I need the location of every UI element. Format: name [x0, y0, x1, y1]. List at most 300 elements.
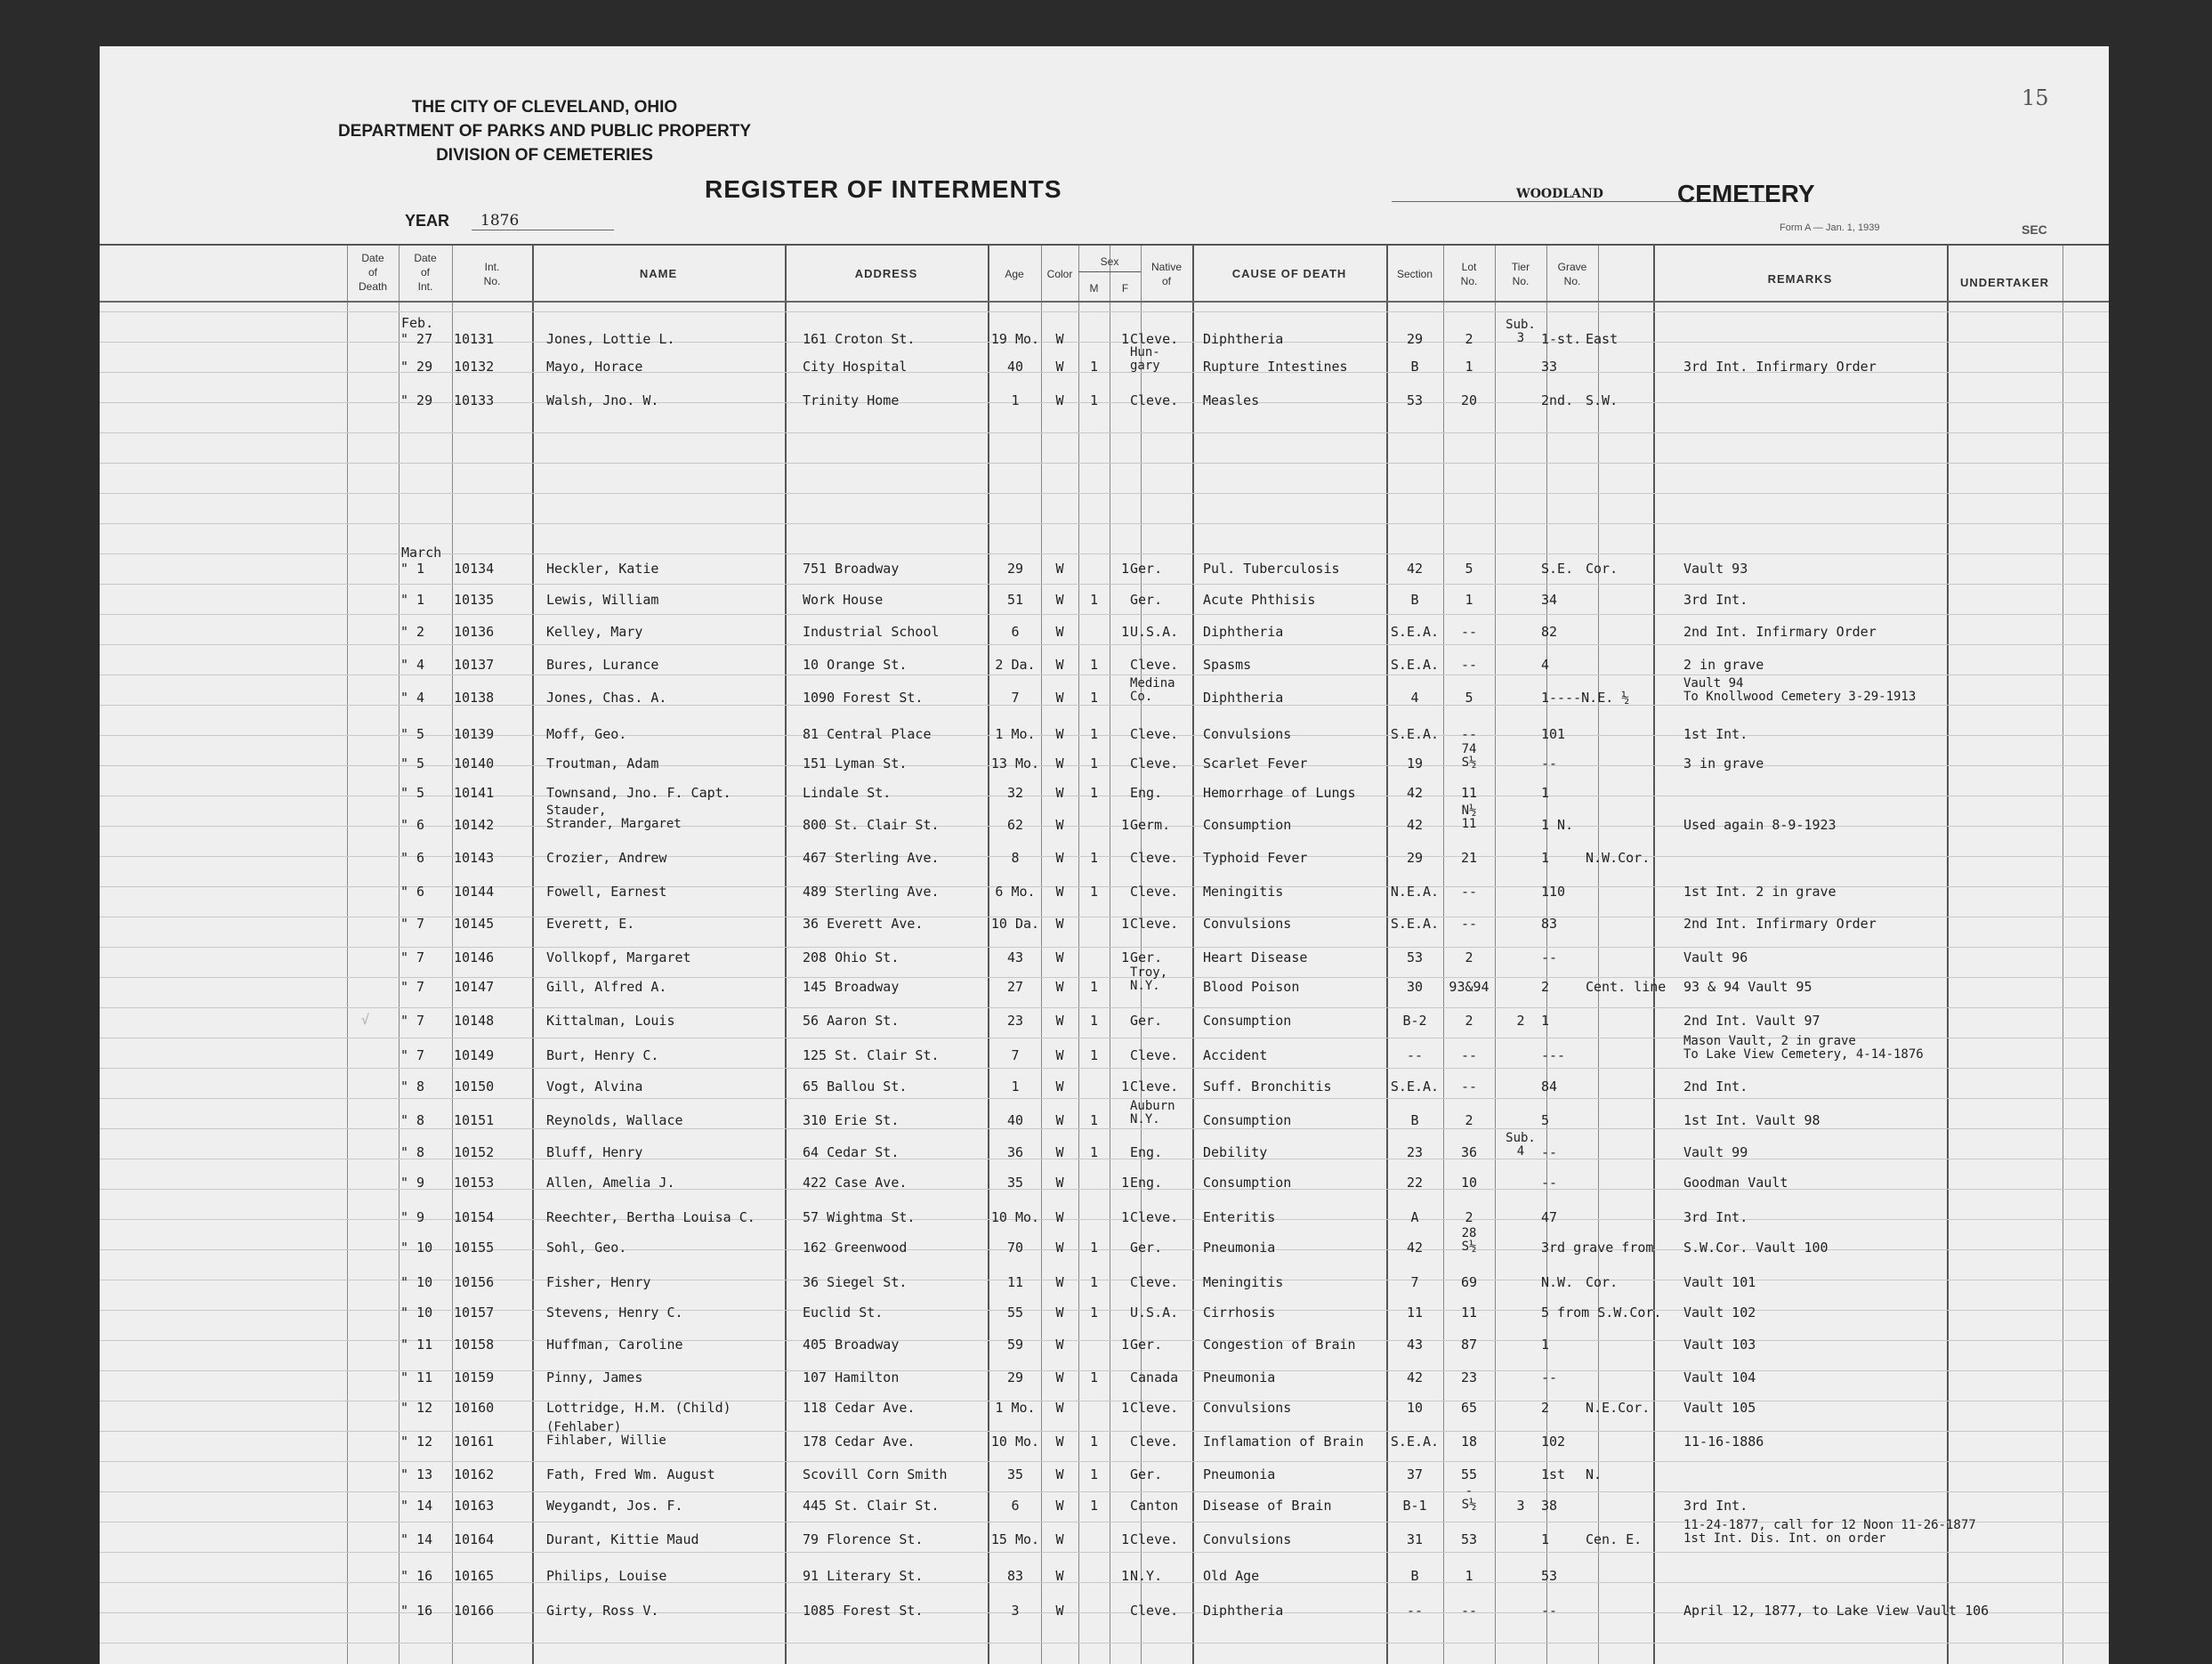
cell-color: W	[1055, 331, 1064, 347]
cell-age: 62	[1006, 817, 1024, 833]
cell-sec: 31	[1406, 1531, 1424, 1547]
cell-extra: Cor.	[1586, 561, 1619, 577]
cell-lot: 20	[1460, 392, 1478, 408]
cell-cause: Diphtheria	[1203, 624, 1284, 640]
cell-remarks: 1st Int. 2 in grave	[1683, 884, 1837, 900]
cell-f: 1	[1120, 624, 1130, 640]
cell-extra: East	[1586, 331, 1619, 347]
cell-addr: Lindale St.	[803, 785, 892, 801]
cell-addr: 405 Broadway	[803, 1337, 900, 1353]
cell-int: 10135	[454, 592, 495, 608]
column-rule	[399, 244, 400, 1664]
cell-lot: --	[1460, 1078, 1478, 1095]
cell-date: " 16	[400, 1568, 433, 1584]
cell-date: " 29	[400, 359, 433, 375]
cell-m: 1	[1089, 359, 1099, 375]
cell-grave: --	[1541, 1369, 1558, 1385]
cell-lot: 2	[1465, 331, 1473, 347]
cell-name: Kelley, Mary	[546, 624, 643, 640]
cell-color: W	[1055, 1337, 1064, 1353]
cell-int: 10136	[454, 624, 495, 640]
cell-tier: 2	[1516, 1013, 1525, 1029]
cell-sec: S.E.A.	[1390, 1078, 1440, 1095]
cell-date: " 8	[400, 1112, 425, 1128]
cell-addr: 467 Sterling Ave.	[803, 850, 940, 866]
cell-extra: N.	[1586, 1466, 1602, 1482]
cell-date: " 5	[400, 755, 425, 771]
cell-age: 1 Mo.	[995, 726, 1036, 742]
cell-f: 1	[1120, 1209, 1130, 1225]
cell-int: 10133	[454, 392, 495, 408]
cell-int: 10165	[454, 1568, 495, 1584]
cell-native: Canada	[1130, 1369, 1179, 1385]
cell-cause: Convulsions	[1203, 726, 1292, 742]
cell-extra: N.W.Cor.	[1586, 850, 1651, 866]
cell-cause: Debility	[1203, 1144, 1268, 1160]
cell-addr: 162 Greenwood	[803, 1240, 908, 1256]
cell-lot: 5	[1465, 690, 1473, 706]
cell-addr: 422 Case Ave.	[803, 1175, 908, 1191]
cell-m: 1	[1089, 1047, 1099, 1063]
column-rule	[347, 244, 348, 1664]
cell-name: Crozier, Andrew	[546, 850, 667, 866]
cell-native: Cleve.	[1130, 916, 1179, 932]
cell-date: " 7	[400, 949, 425, 965]
cell-int: 10152	[454, 1144, 495, 1160]
header-top-rule	[100, 244, 2109, 246]
row-rule	[100, 674, 2109, 675]
cell-remarks: Vault 99	[1683, 1144, 1748, 1160]
cell-int: 10157	[454, 1305, 495, 1321]
cell-cause: Typhoid Fever	[1203, 850, 1308, 866]
cell-grave: --	[1541, 1144, 1558, 1160]
cell-age: 70	[1006, 1240, 1024, 1256]
cell-addr: 125 St. Clair St.	[803, 1047, 940, 1063]
cell-int: 10154	[454, 1209, 495, 1225]
cell-color: W	[1055, 850, 1064, 866]
cell-color: W	[1055, 1175, 1064, 1191]
cell-native: Ger.	[1130, 1240, 1163, 1256]
cell-int: 10159	[454, 1369, 495, 1385]
cell-age: 6	[1011, 624, 1020, 640]
cell-m: 1	[1089, 690, 1099, 706]
cell-lot: 74 S½	[1461, 742, 1477, 770]
month-label-march: March	[401, 545, 442, 561]
cell-grave: 2	[1541, 1400, 1550, 1416]
cell-age: 29	[1006, 1369, 1024, 1385]
cell-lot: --	[1460, 884, 1478, 900]
register-sheet	[100, 46, 2109, 1664]
cell-color: W	[1055, 592, 1064, 608]
cell-native: Cleve.	[1130, 1047, 1179, 1063]
row-rule	[100, 1431, 2109, 1432]
page-number: 15	[2022, 85, 2049, 110]
col-address: ADDRESS	[854, 267, 918, 280]
cell-name: (Fehlaber) Fihlaber, Willie	[546, 1420, 666, 1448]
cell-name: Weygandt, Jos. F.	[546, 1498, 683, 1514]
cell-native: Ger.	[1130, 1337, 1163, 1353]
cell-date: " 6	[400, 817, 425, 833]
cell-m: 1	[1089, 1434, 1099, 1450]
cell-native: Medina Co.	[1130, 676, 1175, 704]
cell-lot: --	[1460, 1047, 1478, 1063]
cell-addr: 178 Cedar Ave.	[803, 1434, 916, 1450]
cell-int: 10148	[454, 1013, 495, 1029]
cell-grave: 1	[1541, 850, 1550, 866]
cell-m: 1	[1089, 392, 1099, 408]
cell-date: " 29	[400, 392, 433, 408]
cell-date: " 7	[400, 916, 425, 932]
cell-f: 1	[1120, 1531, 1130, 1547]
cell-cause: Acute Phthisis	[1203, 592, 1316, 608]
cell-grave: --	[1541, 1603, 1558, 1619]
row-rule	[100, 1098, 2109, 1099]
cell-extra: Cen. E.	[1586, 1531, 1643, 1547]
cell-int: 10163	[454, 1498, 495, 1514]
cell-f: 1	[1120, 1400, 1130, 1416]
cell-date: " 13	[400, 1466, 433, 1482]
cell-m: 1	[1089, 1144, 1099, 1160]
cell-remarks: 93 & 94 Vault 95	[1683, 979, 1812, 995]
cell-color: W	[1055, 561, 1064, 577]
cell-age: 43	[1006, 949, 1024, 965]
org-line-city: THE CITY OF CLEVELAND, OHIO	[411, 98, 678, 117]
cell-sec: B	[1410, 1568, 1419, 1584]
cell-grave: 5	[1541, 1112, 1550, 1128]
cell-remarks: Used again 8-9-1923	[1683, 817, 1837, 833]
cell-grave: 5 from S.W.Cor.	[1541, 1305, 1662, 1321]
cell-cause: Pneumonia	[1203, 1240, 1276, 1256]
cell-addr: 145 Broadway	[803, 979, 900, 995]
cell-remarks: 2nd Int. Vault 97	[1683, 1013, 1820, 1029]
sec-label: SEC	[2022, 222, 2047, 237]
col-color: Color	[1046, 268, 1073, 280]
cell-remarks: 2nd Int. Infirmary Order	[1683, 624, 1877, 640]
cell-f: 1	[1120, 561, 1130, 577]
month-label-feb: Feb.	[401, 315, 434, 331]
cell-addr: 36 Siegel St.	[803, 1274, 908, 1290]
row-rule	[100, 1643, 2109, 1644]
cell-name: Moff, Geo.	[546, 726, 627, 742]
cell-age: 11	[1006, 1274, 1024, 1290]
cell-int: 10144	[454, 884, 495, 900]
cell-date: " 12	[400, 1400, 433, 1416]
cell-age: 15 Mo.	[990, 1531, 1040, 1547]
column-rule	[1598, 244, 1599, 1664]
cell-native: Eng.	[1130, 785, 1163, 801]
cell-native: Cleve.	[1130, 1209, 1179, 1225]
cell-date: " 9	[400, 1209, 425, 1225]
row-rule	[100, 493, 2109, 494]
cell-color: W	[1055, 690, 1064, 706]
cell-addr: 64 Cedar St.	[803, 1144, 900, 1160]
cell-color: W	[1055, 1112, 1064, 1128]
cell-remarks: 3rd Int.	[1683, 592, 1748, 608]
cell-grave: 83	[1541, 916, 1558, 932]
cell-sec: S.E.A.	[1390, 624, 1440, 640]
cell-remarks: Vault 94 To Knollwood Cemetery 3-29-1913	[1683, 676, 1917, 704]
cell-remarks: Mason Vault, 2 in grave To Lake View Cemetery, 4-14-1876	[1683, 1034, 1924, 1062]
cell-sec: S.E.A.	[1390, 1434, 1440, 1450]
cell-date: " 9	[400, 1175, 425, 1191]
cell-m: 1	[1089, 657, 1099, 673]
org-line-division: DIVISION OF CEMETERIES	[436, 146, 653, 165]
cell-remarks: Vault 103	[1683, 1337, 1756, 1353]
cell-remarks: 2nd Int.	[1683, 1078, 1748, 1095]
col-age: Age	[1005, 268, 1024, 280]
cell-color: W	[1055, 817, 1064, 833]
cell-color: W	[1055, 949, 1064, 965]
row-rule	[100, 523, 2109, 524]
cell-date: " 5	[400, 726, 425, 742]
cell-addr: 1090 Forest St.	[803, 690, 924, 706]
cell-date: " 1	[400, 592, 425, 608]
column-rule	[1078, 244, 1079, 1664]
cell-lot: 2	[1465, 1209, 1473, 1225]
cell-addr: 208 Ohio St.	[803, 949, 900, 965]
cell-age: 7	[1011, 1047, 1020, 1063]
cell-grave: 1-st.	[1541, 331, 1582, 347]
cell-addr: 81 Central Place	[803, 726, 932, 742]
cell-addr: Euclid St.	[803, 1305, 884, 1321]
col-int-no: Int. No.	[483, 261, 501, 287]
cell-addr: 310 Erie St.	[803, 1112, 900, 1128]
cell-color: W	[1055, 1531, 1064, 1547]
cell-native: U.S.A.	[1130, 1305, 1179, 1321]
cell-sec: B-1	[1402, 1498, 1427, 1514]
cell-date: " 5	[400, 785, 425, 801]
cell-addr: Industrial School	[803, 624, 940, 640]
cell-int: 10166	[454, 1603, 495, 1619]
cell-name: Reynolds, Wallace	[546, 1112, 683, 1128]
cell-sec: 22	[1406, 1175, 1424, 1191]
cell-addr: Scovill Corn Smith	[803, 1466, 948, 1482]
cell-lot: 10	[1460, 1175, 1478, 1191]
cell-age: 6 Mo.	[995, 884, 1036, 900]
cell-date: " 8	[400, 1144, 425, 1160]
cell-remarks: Vault 105	[1683, 1400, 1756, 1416]
cell-int: 10134	[454, 561, 495, 577]
year-value: 1876	[472, 212, 614, 230]
cell-cause: Heart Disease	[1203, 949, 1308, 965]
cell-cause: Meningitis	[1203, 884, 1284, 900]
col-remarks: REMARKS	[1767, 272, 1833, 286]
cell-sec: --	[1406, 1047, 1424, 1063]
cell-age: 10 Mo.	[990, 1209, 1040, 1225]
cell-name: Walsh, Jno. W.	[546, 392, 659, 408]
cell-grave: 33	[1541, 359, 1558, 375]
cell-date: " 7	[400, 1013, 425, 1029]
cell-tier: Sub. 3	[1506, 318, 1536, 345]
cell-int: 10162	[454, 1466, 495, 1482]
cell-grave: 2	[1541, 979, 1550, 995]
cell-name: Fath, Fred Wm. August	[546, 1466, 715, 1482]
cell-age: 1	[1011, 1078, 1020, 1095]
cell-addr: Work House	[803, 592, 884, 608]
cell-native: Eng.	[1130, 1175, 1163, 1191]
column-rule	[532, 244, 534, 1664]
cell-native: U.S.A.	[1130, 624, 1179, 640]
cell-native: Cleve.	[1130, 1274, 1179, 1290]
cell-native: Cleve.	[1130, 1400, 1179, 1416]
cell-cause: Enteritis	[1203, 1209, 1276, 1225]
cell-native: Canton	[1130, 1498, 1179, 1514]
cell-addr: 107 Hamilton	[803, 1369, 900, 1385]
row-rule	[100, 1552, 2109, 1553]
cell-lot: 2	[1465, 1013, 1473, 1029]
cell-color: W	[1055, 1013, 1064, 1029]
cell-native: Cleve.	[1130, 884, 1179, 900]
cell-date: " 12	[400, 1434, 433, 1450]
row-rule	[100, 977, 2109, 978]
cemetery-name: WOODLAND	[1392, 187, 1765, 202]
cell-grave: 1 N.	[1541, 817, 1574, 833]
cell-name: Burt, Henry C.	[546, 1047, 659, 1063]
cell-native: Auburn N.Y.	[1130, 1099, 1175, 1127]
cell-remarks: 11-16-1886	[1683, 1434, 1764, 1450]
col-native-of: Native of	[1150, 261, 1182, 287]
cell-cause: Accident	[1203, 1047, 1268, 1063]
cell-cause: Cirrhosis	[1203, 1305, 1276, 1321]
col-sex-m: M	[1089, 282, 1099, 295]
cell-sec: B	[1410, 1112, 1419, 1128]
cell-native: Cleve.	[1130, 755, 1179, 771]
col-tier-no: Tier No.	[1511, 261, 1530, 287]
cell-lot: --	[1460, 624, 1478, 640]
cell-cause: Diphtheria	[1203, 690, 1284, 706]
cell-sec: B	[1410, 359, 1419, 375]
cell-native: Cleve.	[1130, 726, 1179, 742]
cell-m: 1	[1089, 785, 1099, 801]
cell-grave: --	[1541, 949, 1558, 965]
cell-native: N.Y.	[1130, 1568, 1163, 1584]
cell-sec: 42	[1406, 817, 1424, 833]
cell-name: Kittalman, Louis	[546, 1013, 675, 1029]
cell-native: Cleve.	[1130, 1531, 1179, 1547]
cell-int: 10145	[454, 916, 495, 932]
cell-int: 10132	[454, 359, 495, 375]
cell-age: 8	[1011, 850, 1020, 866]
cell-addr: 56 Aaron St.	[803, 1013, 900, 1029]
cell-sec: 19	[1406, 755, 1424, 771]
cell-name: Mayo, Horace	[546, 359, 643, 375]
cell-f: 1	[1120, 1568, 1130, 1584]
cell-int: 10138	[454, 690, 495, 706]
cell-age: 13 Mo.	[990, 755, 1040, 771]
col-lot-no: Lot No.	[1460, 261, 1478, 287]
cell-cause: Rupture Intestines	[1203, 359, 1348, 375]
cell-age: 29	[1006, 561, 1024, 577]
cell-grave: 34	[1541, 592, 1558, 608]
cell-color: W	[1055, 1369, 1064, 1385]
cell-grave: 38	[1541, 1498, 1558, 1514]
cell-name: Huffman, Caroline	[546, 1337, 683, 1353]
cell-int: 10140	[454, 755, 495, 771]
cell-m: 1	[1089, 1013, 1099, 1029]
cell-name: Pinny, James	[546, 1369, 643, 1385]
col-cause-of-death: CAUSE OF DEATH	[1231, 267, 1347, 280]
row-rule	[100, 1068, 2109, 1069]
cell-extra: S.W.	[1586, 392, 1619, 408]
cell-grave: 1	[1541, 1013, 1550, 1029]
cell-age: 36	[1006, 1144, 1024, 1160]
cell-extra: Cent. line	[1586, 979, 1667, 995]
cell-color: W	[1055, 359, 1064, 375]
cell-cause: Blood Poison	[1203, 979, 1300, 995]
cell-remarks: 3rd Int.	[1683, 1498, 1748, 1514]
cell-addr: 79 Florence St.	[803, 1531, 924, 1547]
cell-sec: --	[1406, 1603, 1424, 1619]
cell-f: 1	[1120, 1337, 1130, 1353]
row-rule	[100, 311, 2109, 312]
cell-int: 10131	[454, 331, 495, 347]
cell-int: 10153	[454, 1175, 495, 1191]
cell-int: 10156	[454, 1274, 495, 1290]
col-section: Section	[1396, 268, 1433, 280]
cell-addr: 65 Ballou St.	[803, 1078, 908, 1095]
cell-color: W	[1055, 979, 1064, 995]
cell-name: Bures, Lurance	[546, 657, 659, 673]
cell-lot: 2	[1465, 1112, 1473, 1128]
row-rule	[100, 644, 2109, 645]
cell-addr: 1085 Forest St.	[803, 1603, 924, 1619]
cell-color: W	[1055, 1240, 1064, 1256]
cell-age: 2 Da.	[995, 657, 1036, 673]
col-sex: Sex	[1100, 255, 1119, 268]
cell-sec: 42	[1406, 1240, 1424, 1256]
cell-lot: 11	[1460, 1305, 1478, 1321]
cell-age: 1 Mo.	[995, 1400, 1036, 1416]
cell-remarks: Vault 96	[1683, 949, 1748, 965]
cell-int: 10161	[454, 1434, 495, 1450]
cell-int: 10149	[454, 1047, 495, 1063]
cell-name: Stevens, Henry C.	[546, 1305, 683, 1321]
cell-sec: 11	[1406, 1305, 1424, 1321]
cell-remarks: S.W.Cor. Vault 100	[1683, 1240, 1829, 1256]
cell-grave: 1	[1541, 1531, 1550, 1547]
check-mark: √	[361, 1012, 370, 1028]
cell-lot: 93&94	[1449, 979, 1489, 995]
cell-f: 1	[1120, 331, 1130, 347]
cemetery-label: CEMETERY	[1677, 180, 1815, 207]
column-rule	[785, 244, 787, 1664]
cell-sec: S.E.A.	[1390, 726, 1440, 742]
cell-cause: Pul. Tuberculosis	[1203, 561, 1340, 577]
cell-native: Cleve.	[1130, 331, 1179, 347]
cell-int: 10147	[454, 979, 495, 995]
cell-lot: 5	[1465, 561, 1473, 577]
row-rule	[100, 1491, 2109, 1492]
cell-cause: Old Age	[1203, 1568, 1260, 1584]
cell-lot: --	[1460, 1603, 1478, 1619]
cell-name: Allen, Amelia J.	[546, 1175, 675, 1191]
cell-color: W	[1055, 916, 1064, 932]
cell-lot: N½ 11	[1461, 804, 1477, 831]
cell-color: W	[1055, 1274, 1064, 1290]
col-undertaker: UNDERTAKER	[1959, 276, 2050, 289]
cell-date: " 10	[400, 1274, 433, 1290]
cell-age: 1	[1011, 392, 1020, 408]
cell-tier: Sub. 4	[1506, 1131, 1536, 1159]
cell-f: 1	[1120, 1175, 1130, 1191]
cell-date: " 7	[400, 1047, 425, 1063]
cell-int: 10158	[454, 1337, 495, 1353]
cell-m: 1	[1089, 884, 1099, 900]
cell-sec: S.E.A.	[1390, 916, 1440, 932]
cell-color: W	[1055, 1434, 1064, 1450]
cell-cause: Consumption	[1203, 1013, 1292, 1029]
cell-age: 7	[1011, 690, 1020, 706]
